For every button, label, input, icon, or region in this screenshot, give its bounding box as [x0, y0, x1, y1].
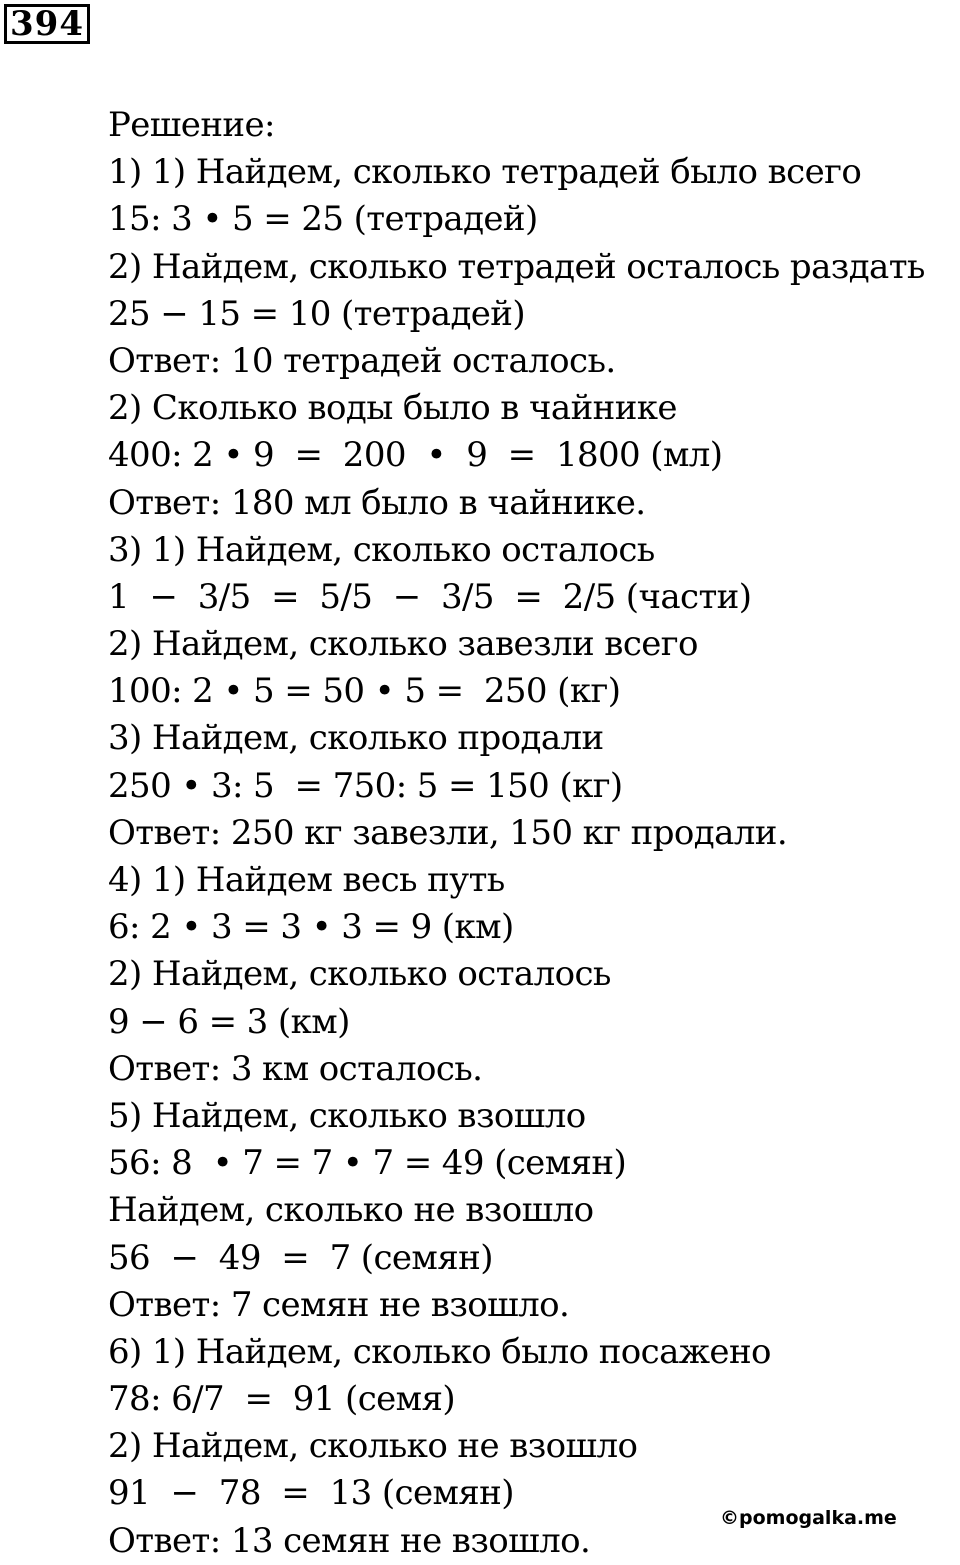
solution-line: 1) 1) Найдем, сколько тетрадей было всего: [108, 152, 862, 193]
solution-line: 6) 1) Найдем, сколько было посажено: [108, 1331, 771, 1372]
solution-line: 56 − 49 = 7 (семян): [108, 1237, 493, 1278]
solution-line: 1 − 3/5 = 5/5 − 3/5 = 2/5 (части): [108, 576, 752, 617]
solution-line: 91 − 78 = 13 (семян): [108, 1473, 514, 1514]
solution-heading: Решение:: [108, 105, 275, 145]
answer-line: Ответ: 7 семян не взошло.: [108, 1284, 570, 1325]
solution-text: [108, 102, 958, 1565]
solution-line: 3) Найдем, сколько продали: [108, 718, 604, 759]
solution-line: 5) Найдем, сколько взошло: [108, 1095, 586, 1136]
solution-line: 2) Сколько воды было в чайнике: [108, 388, 677, 429]
solution-line: 6: 2 • 3 = 3 • 3 = 9 (км): [108, 907, 514, 948]
answer-line: Ответ: 3 км осталось.: [108, 1048, 483, 1089]
solution-line: 2) Найдем, сколько не взошло: [108, 1426, 638, 1467]
solution-line: 4) 1) Найдем весь путь: [108, 860, 505, 900]
answer-line: Ответ: 13 семян не взошло.: [108, 1520, 591, 1561]
solution-line: 3) 1) Найдем, сколько осталось: [108, 529, 655, 570]
solution-line: 2) Найдем, сколько осталось: [108, 954, 611, 995]
answer-line: Ответ: 250 кг завезли, 150 кг продали.: [108, 812, 788, 853]
solution-line: 15: 3 • 5 = 25 (тетрадей): [108, 199, 538, 240]
site-credit: ©pomogalka.me: [720, 1507, 897, 1529]
task-number: 394: [4, 4, 90, 44]
solution-line: 2) Найдем, сколько тетрадей осталось раздать: [108, 246, 925, 287]
solution-line: Найдем, сколько не взошло: [108, 1190, 594, 1231]
solution-line: 400: 2 • 9 = 200 • 9 = 1800 (мл): [108, 435, 723, 476]
solution-line: 2) Найдем, сколько завезли всего: [108, 624, 698, 665]
answer-line: Ответ: 10 тетрадей осталось.: [108, 340, 616, 381]
solution-line: 100: 2 • 5 = 50 • 5 = 250 (кг): [108, 671, 621, 712]
answer-line: Ответ: 180 мл было в чайнике.: [108, 482, 646, 523]
solution-line: 250 • 3: 5 = 750: 5 = 150 (кг): [108, 765, 623, 806]
solution-line: 56: 8 • 7 = 7 • 7 = 49 (семян): [108, 1143, 627, 1184]
solution-line: 9 − 6 = 3 (км): [108, 1001, 350, 1042]
solution-line: 78: 6/7 = 91 (семя): [108, 1379, 456, 1420]
solution-line: 25 − 15 = 10 (тетрадей): [108, 293, 526, 334]
